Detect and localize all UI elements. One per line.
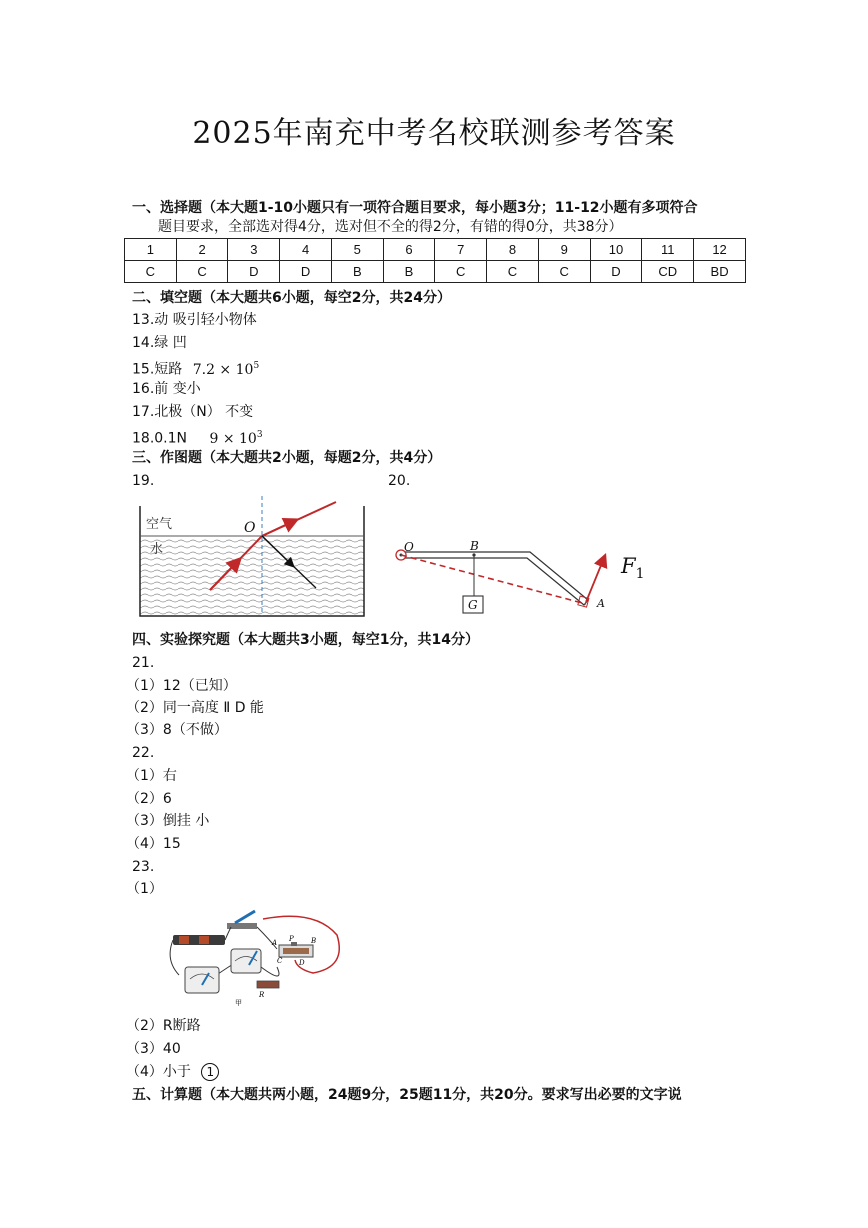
air-label: 空气: [146, 517, 173, 532]
answer-17: 17.北极（N） 不变: [132, 404, 254, 420]
table-cell: B: [383, 261, 435, 283]
switch-lever: [235, 911, 255, 923]
table-cell: 12: [694, 239, 746, 261]
answer-table: [124, 238, 746, 283]
figure-caption: 甲: [235, 999, 242, 1007]
section3-heading: 三、作图题（本大题共2小题，每题2分，共4分）: [132, 450, 442, 466]
table-cell: C: [125, 261, 177, 283]
table-cell: 9: [538, 239, 590, 261]
answer-23-2: （2）R断路: [126, 1018, 201, 1034]
table-cell: 2: [176, 239, 228, 261]
question-22-label: 22.: [132, 745, 155, 761]
table-cell: C: [176, 261, 228, 283]
page-title: 2025年南充中考名校联测参考答案: [192, 116, 676, 151]
section1-heading-cont: 题目要求，全部选对得4分，选对但不全的得2分，有错的得0分，共38分）: [158, 219, 623, 235]
table-cell: CD: [642, 261, 694, 283]
water-label: 水: [150, 542, 164, 557]
question-23-label: 23.: [132, 859, 155, 875]
battery-cell: [199, 936, 209, 944]
table-cell: 8: [487, 239, 539, 261]
answer-18: [132, 425, 263, 449]
switch-base: [227, 923, 257, 929]
answer-21-2: （2）同一高度 Ⅱ D 能: [126, 700, 264, 716]
table-cell: 7: [435, 239, 487, 261]
force-f-label: $F_1$: [621, 554, 645, 582]
resistor-r: [257, 981, 279, 988]
table-row: [125, 239, 746, 261]
answer-22-3: （3）倒挂 小: [126, 813, 210, 829]
answer-18-math: 9 × 10: [209, 430, 257, 447]
point-b-dot: [472, 553, 475, 556]
answer-23-1: （1）: [126, 881, 163, 897]
table-cell: 11: [642, 239, 694, 261]
answer-23-3: （3）40: [126, 1041, 181, 1057]
table-cell: C: [487, 261, 539, 283]
table-cell: 3: [228, 239, 280, 261]
point-o-label: O: [244, 520, 256, 536]
table-cell: 5: [331, 239, 383, 261]
table-cell: C: [538, 261, 590, 283]
answer-14: 14.绿 凹: [132, 335, 187, 351]
refracted-arrow: [262, 521, 294, 536]
question-21-label: 21.: [132, 655, 155, 671]
section5-heading: 五、计算题（本大题共两小题，24题9分，25题11分，共20分。要求写出必要的文字说: [132, 1087, 682, 1103]
answer-23-4: [126, 1062, 219, 1082]
table-cell: 1: [125, 239, 177, 261]
weight-g-label: G: [468, 598, 478, 612]
question-20-label: 20.: [388, 473, 411, 489]
answer-15-text: 15.短路: [132, 361, 183, 378]
water-region: [140, 536, 364, 616]
table-cell: D: [228, 261, 280, 283]
question-19-label: 19.: [132, 473, 155, 489]
answer-21-3: （3）8（不做）: [126, 722, 228, 738]
wire: [261, 967, 279, 976]
answer-13: 13.动 吸引轻小物体: [132, 312, 257, 328]
force-f1-arrow: [586, 558, 604, 602]
table-cell: 4: [280, 239, 332, 261]
table-row: [125, 261, 746, 283]
terminal-b-label: B: [311, 937, 317, 945]
answer-18-text: 18.0.1N: [132, 430, 188, 447]
answer-15: [132, 356, 259, 380]
rheostat-coil: [283, 948, 309, 954]
table-cell: BD: [694, 261, 746, 283]
circled-number: 1: [201, 1063, 219, 1081]
point-a-label: A: [597, 597, 605, 610]
terminal-c-label: C: [277, 957, 283, 965]
answer-22-4: （4）15: [126, 836, 181, 852]
section1-heading: 一、选择题（本大题1-10小题只有一项符合题目要求，每小题3分；11-12小题有多项符合: [132, 200, 698, 216]
answer-23-4-text: （4）小于: [126, 1064, 191, 1080]
table-cell: D: [590, 261, 642, 283]
answer-22-2: （2）6: [126, 791, 172, 807]
answer-15-math: 7.2 × 10: [192, 361, 254, 378]
answer-15-exponent: 5: [253, 361, 260, 371]
resistor-r-label: R: [259, 991, 265, 999]
section4-heading: 四、实验探究题（本大题共3小题，每空1分，共14分）: [132, 632, 479, 648]
refraction-diagram: [130, 496, 375, 622]
answer-16: 16.前 变小: [132, 381, 201, 397]
circuit-diagram: [165, 905, 350, 1010]
wire: [170, 940, 179, 975]
section2-heading: 二、填空题（本大题共6小题，每空2分，共24分）: [132, 290, 451, 306]
answer-22-1: （1）右: [126, 768, 177, 784]
ammeter: [185, 967, 219, 993]
table-cell: 10: [590, 239, 642, 261]
answer-18-exponent: 3: [256, 430, 263, 440]
slider-p-label: P: [289, 935, 294, 943]
point-o-label: O: [404, 540, 414, 554]
point-b-label: B: [470, 540, 479, 553]
battery-cell: [179, 936, 189, 944]
terminal-d-label: D: [299, 959, 305, 967]
table-cell: C: [435, 261, 487, 283]
table-cell: D: [280, 261, 332, 283]
terminal-a-label: A: [272, 939, 278, 947]
lever-diagram: [390, 540, 660, 620]
table-cell: 6: [383, 239, 435, 261]
table-cell: B: [331, 261, 383, 283]
answer-21-1: （1）12（已知）: [126, 678, 237, 694]
